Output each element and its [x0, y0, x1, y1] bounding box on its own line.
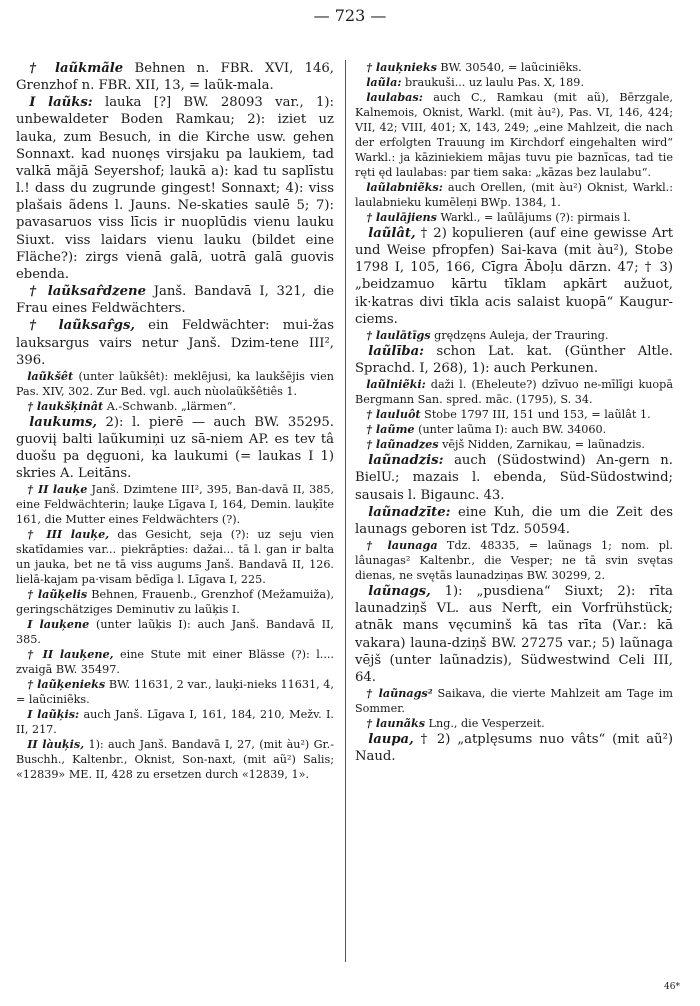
entry-headword: laũlât,: [368, 226, 416, 241]
dictionary-entry: [355, 210, 673, 225]
entry-text: vējš Nidden, Zarnikau, = laũnadzis.: [438, 438, 645, 452]
entry-text: Stobe 1797 III, 151 und 153, = laũlât 1.: [420, 408, 651, 422]
entry-text: Tdz. 48335, = laũnags 1; nom. pl. lâunagas² Kaltenbr., die Vesper; ne tā svin svętas dienas, ne svętās launadziņas BW. 30299, 2.: [355, 539, 673, 583]
entry-text: eine Stute mit einer Blässe (?): l.... zvaigā BW. 35497.: [16, 648, 334, 677]
entry-text: Behnen, Frauenb., Grenzhof (Mežamuiža), geringschätziges Deminutiv zu laũķis I.: [16, 588, 334, 617]
entry-headword: † laũķelis: [27, 587, 88, 602]
dictionary-entry: [16, 317, 334, 368]
dictionary-entry: [16, 647, 334, 677]
dictionary-entry: [16, 94, 334, 283]
dictionary-entry: [16, 414, 334, 483]
entry-text: auch (Südostwind) An-gern n. BielU.; mazais l. ebenda, Süd-Südostwind; sausais l. Bigaunc. 43.: [355, 453, 673, 503]
entry-text: Warkl., = laũlājums (?): pirmais l.: [436, 211, 631, 224]
entry-headword: † II lauķe: [27, 482, 88, 497]
entry-headword: I laũķis:: [27, 707, 80, 722]
dictionary-entry: [355, 343, 673, 377]
entry-text: eine Kuh, die um die Zeit des launags geboren ist Tdz. 50594.: [355, 504, 673, 537]
dictionary-entry: [355, 225, 673, 328]
entry-headword: laũlabniẽks:: [366, 180, 443, 194]
dictionary-entry: [16, 369, 334, 399]
entry-text: † 2) „atplęsums nuo vâts“ (mit aũ²) Naud.: [355, 731, 673, 765]
entry-text: schon Lat. kat. (Günther Altle. Sprachd. I, 268), 1): auch Perkunen.: [355, 343, 673, 377]
entry-text: Janš. Bandavā I, 321, die Frau eines Feldwächters.: [16, 284, 335, 317]
dictionary-entry: [16, 399, 334, 414]
dictionary-entry: [355, 538, 673, 583]
dictionary-entry: [355, 452, 673, 503]
dictionary-entry: [355, 583, 673, 686]
dictionary-entry: [355, 180, 673, 210]
entry-text: A.-Schwanb. „lärmen“.: [103, 399, 237, 413]
dictionary-entry: [355, 328, 673, 343]
entry-headword: laũkšêt: [27, 368, 74, 383]
entry-headword: † lauķnieks: [366, 60, 437, 74]
entry-headword: † III lauķe,: [27, 527, 110, 542]
entry-headword: † laukšķinât: [27, 398, 104, 413]
entry-headword: † laũme: [366, 422, 415, 437]
entry-text: grędzęns Auleja, der Trauring.: [430, 328, 609, 342]
entry-text: Lng., die Vesperzeit.: [425, 716, 545, 730]
entry-text: 1): „pusdiena“ Siuxt; 2): rīta launadziņš VL. aus Nerft, ein Vorfrühstück; atnāk mans vęcuminš kā tas rīta (Var.: kā vakara) launa-dziņš BW. 27275 var.; 5) laũnaga vējš (unter laũnadzis), Südwestwind Celi III, 64.: [355, 584, 673, 685]
dictionary-entry: [16, 60, 334, 94]
entry-text: (unter laũķis I): auch Janš. Bandavā II, 385.: [16, 618, 334, 647]
dictionary-entry: [355, 504, 673, 538]
entry-headword: † laũnags²: [366, 685, 433, 700]
entry-headword: laũlība:: [368, 343, 424, 359]
entry-text: das Gesicht, seja (?): uz seju vien skatīdamies var... piekrāpties: dažai... tā l. gan ir balta un jauka, bet ne tā viss augums Janš. Bandavā II, 126. lielā-kajam pa·visam bēdīga l. Līgava I, 225.: [16, 528, 334, 587]
entry-text: auch Janš. Līgava I, 161, 184, 210, Mežv. I. II, 217.: [16, 708, 334, 737]
dictionary-entry: [355, 437, 673, 452]
entry-text: † 2) kopulieren (auf eine gewisse Art und Weise pfropfen) Sai-kava (mit àu²), Stobe 1798 I, 105, 166, Cīgra Āboļu dārzn. 47; † 3) „beidzamuo kārtu tīklam apkārt aužuot, ik·katras divi tīkla acis salaist kuopā“ Kaugur-ciems.: [355, 226, 673, 327]
dictionary-entry: [355, 377, 673, 407]
entry-text: BW. 11631, 2 var., lauķi-nieks 11631, 4, = laũciniẽks.: [16, 678, 334, 707]
entry-headword: laukums,: [29, 414, 98, 430]
entry-headword: laũnags,: [368, 584, 431, 600]
entry-headword: laulabas:: [366, 90, 423, 104]
dictionary-entry: [355, 90, 673, 180]
dictionary-entry: [355, 686, 673, 716]
signature-mark: 46*: [664, 982, 680, 992]
entry-text: BW. 30540, = laũciniẽks.: [436, 61, 582, 74]
dictionary-entry: [355, 407, 673, 422]
entry-text: Saikava, die vierte Mahlzeit am Tage im Sommer.: [355, 686, 673, 715]
entry-text: Behnen n. FBR. XVI, 146, Grenzhof n. FBR. XII, 13, = laũk-mala.: [16, 61, 334, 94]
dictionary-entry: [355, 731, 673, 765]
entry-text: 1): auch Janš. Bandavā I, 27, (mit àu²) Gr.-Buschh., Kaltenbr., Oknist, Son-naxt, (mit aũ²) Salis; «12839» ME. II, 428 zu ersetzen durch «12839, 1».: [16, 738, 334, 782]
entry-text: (unter laũma I): auch BW. 34060.: [414, 423, 607, 437]
entry-text: Janš. Dzimtene III², 395, Ban-davā II, 385, eine Feldwächterin; lauķe Līgava I, 164, Demin. lauķīte 161, die Mutter eines Feldwächters (?).: [16, 483, 334, 527]
entry-headword: † laũksar̂dzene: [29, 284, 146, 300]
entry-headword: laũnadzīte:: [368, 504, 451, 520]
dictionary-entry: [355, 716, 673, 731]
entry-headword: laũnadzis:: [368, 453, 444, 469]
entry-text: lauka [?] BW. 28093 var., 1): unbewaldeter Boden Ramkau; 2): iziet uz lauka, zum Besuch, in die Kirche usw. gehen Sonnaxt. kad nuonęs virsjaku pa laukiem, tad valkā mãjā Seyershof; laukā a): kad tu saplīstu l.! dass du zugrunde gingest! Sonnaxt; 4): viss plašais ãdens l. Jauns. Ne-skaties saulē 5; 7): pavasaruos viss līcis ir nuoplūdis vienu lauku Siuxt. viss laidars vienu lauku (bildet eine Fläche?): zirgs vienā galā, uotrā galā guovis ebenda.: [16, 95, 334, 282]
entry-text: braukuši... uz laulu Pas. X, 189.: [401, 76, 584, 89]
entry-headword: I laũks:: [29, 95, 93, 111]
dictionary-entry: [16, 677, 334, 707]
right-column: [355, 60, 673, 765]
entry-text: auch Orellen, (mit àu²) Oknist, Warkl.: laulabnieku kumēleņi BWp. 1384, 1.: [355, 181, 673, 209]
dictionary-entry: [16, 482, 334, 527]
entry-headword: † launãks: [366, 715, 425, 730]
entry-headword: I lauķene: [27, 617, 90, 632]
dictionary-entry: [16, 707, 334, 737]
entry-headword: laũla:: [366, 75, 402, 89]
dictionary-entry: [16, 617, 334, 647]
entry-text: ein Feldwächter: mui-žas lauksargus vairs netur Janš. Dzim-tene III², 396.: [16, 318, 334, 368]
dictionary-entry: [16, 737, 334, 782]
entry-headword: laupa,: [368, 731, 414, 747]
entry-headword: † laũnadzes: [366, 437, 439, 452]
entry-text: daži l. (Eheleute?) dzīvuo ne-mīlīgi kuopā Bergmann San. spred. māc. (1795), S. 34.: [355, 378, 673, 407]
entry-headword: † laulātīgs: [366, 327, 431, 342]
entry-headword: † lauluôt: [366, 407, 421, 422]
column-divider: [345, 60, 346, 962]
entry-headword: II làuķis,: [27, 737, 85, 752]
entry-headword: † II lauķene,: [27, 647, 114, 662]
dictionary-entry: [355, 422, 673, 437]
left-column: [16, 60, 334, 782]
entry-text: 2): l. pierē — auch BW. 35295. guoviį balti laũkumiņi uz sā-niem AP. es tev tâ duošu pa dęguoni, ka laukumi (= laukas I 1) skries A. Leitāns.: [16, 414, 334, 482]
entry-text: (unter laũkšêt): meklējusi, ka laukšējis vien Pas. XIV, 302. Zur Bed. vgl. auch nùolaũkšêtiês 1.: [16, 369, 334, 398]
entry-headword: † launaga: [366, 538, 438, 553]
dictionary-entry: [355, 60, 673, 75]
entry-headword: laũlniẽki:: [366, 377, 426, 392]
page-number: — 723 —: [313, 6, 387, 25]
entry-text: auch C., Ramkau (mit aũ), Bērzgale, Kalnemois, Oknist, Warkl. (mit àu²), Pas. VI, 146, 424; VII, 42; VIII, 401; X, 143, 249; „eine Mahlzeit, die nach der erfolgten Trauung im Kirchdorf eingehalten wird“ Warkl.: ja kāziniekiem mājas tuvu pie baznīcas, tad tie ręti ęd laulabas: par tiem saka: „kāzas bez laulabu“.: [355, 91, 673, 179]
entry-headword: † laũksar̂gs,: [29, 318, 136, 334]
entry-headword: † laũķenieks: [27, 677, 106, 692]
entry-headword: † laulājiens: [366, 210, 437, 224]
dictionary-entry: [16, 283, 334, 317]
dictionary-entry: [355, 75, 673, 90]
dictionary-entry: [16, 587, 334, 617]
dictionary-entry: [16, 527, 334, 587]
entry-headword: † laũkmãle: [29, 61, 124, 76]
